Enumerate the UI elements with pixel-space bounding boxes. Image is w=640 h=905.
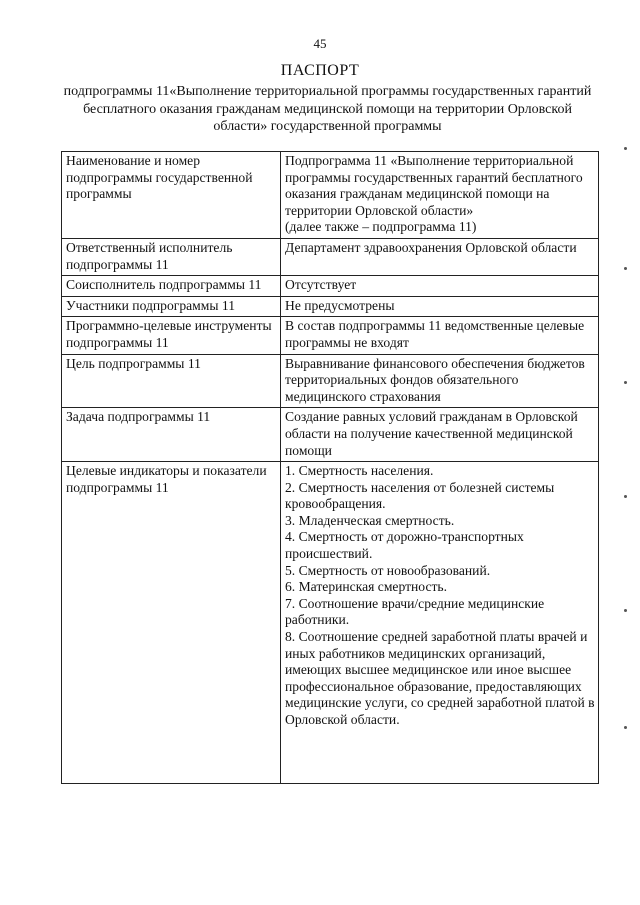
row-value-line: Подпрограмма 11 «Выполнение территориальной программы государственных гарантий бесплатного оказания гражданам медицинской помощи на территории Орловской области» — [285, 153, 583, 218]
row-value: Не предусмотрены — [281, 296, 599, 317]
row-value — [281, 152, 599, 239]
scan-edge-mark — [624, 267, 627, 270]
row-label: Соисполнитель подпрограммы 11 — [62, 276, 281, 297]
row-label: Задача подпрограммы 11 — [62, 408, 281, 462]
row-value: Создание равных условий гражданам в Орловской области на получение качественной медицинской помощи — [281, 408, 599, 462]
row-label: Участники подпрограммы 11 — [62, 296, 281, 317]
row-value — [281, 462, 599, 784]
row-value: В состав подпрограммы 11 ведомственные целевые программы не входят — [281, 317, 599, 354]
row-value: Отсутствует — [281, 276, 599, 297]
scan-edge-mark — [624, 147, 627, 150]
passport-table — [61, 151, 599, 784]
scan-edge-mark — [624, 381, 627, 384]
list-item: 5. Смертность от новообразований. — [285, 562, 491, 578]
row-value: Департамент здравоохранения Орловской области — [281, 238, 599, 275]
list-item: 3. Младенческая смертность. — [285, 512, 455, 528]
list-item: 6. Материнская смертность. — [285, 579, 448, 595]
row-label: Цель подпрограммы 11 — [62, 354, 281, 408]
scan-edge-mark — [624, 609, 627, 612]
table-row-co-executor — [62, 276, 599, 297]
row-label: Наименование и номер подпрограммы государственной программы — [62, 152, 281, 239]
list-item: 7. Соотношение врачи/средние медицинские работники. — [285, 595, 545, 628]
row-value-line: (далее также – подпрограмма 11) — [285, 219, 477, 235]
row-value: Выравнивание финансового обеспечения бюджетов территориальных фондов обязательного медицинского страхования — [281, 354, 599, 408]
row-label: Целевые индикаторы и показатели подпрограммы 11 — [62, 462, 281, 784]
table-row-executor — [62, 238, 599, 275]
table-row-task — [62, 408, 599, 462]
page-number: 45 — [313, 36, 327, 51]
list-item: 8. Соотношение средней заработной платы врачей и иных работников медицинских организаций, имеющих высшее медицинское или иное высшее профессиональное образование, предоставляющих медицинские услуги, со средней заработной платой в Орловской области. — [285, 629, 595, 727]
document-subtitle: подпрограммы 11«Выполнение территориальной программы государственных гарантий бесплатного оказания гражданам медицинской помощи на территории Орловской области» государственной программы — [63, 84, 592, 134]
list-item: 2. Смертность населения от болезней системы кровообращения. — [285, 479, 555, 512]
list-item: 4. Смертность от дорожно-транспортных происшествий. — [285, 529, 524, 562]
indicator-list — [285, 463, 595, 729]
row-label: Ответственный исполнитель подпрограммы 11 — [62, 238, 281, 275]
list-item: 1. Смертность населения. — [285, 463, 434, 479]
table-row-goal — [62, 354, 599, 408]
scan-edge-mark — [624, 726, 627, 729]
row-label: Программно-целевые инструменты подпрограммы 11 — [62, 317, 281, 354]
scan-edge-mark — [624, 495, 627, 498]
table-row-indicators — [62, 462, 599, 784]
table-row-name — [62, 152, 599, 239]
table-row-participants — [62, 296, 599, 317]
document-title: ПАСПОРТ — [280, 62, 360, 79]
table-row-instruments — [62, 317, 599, 354]
